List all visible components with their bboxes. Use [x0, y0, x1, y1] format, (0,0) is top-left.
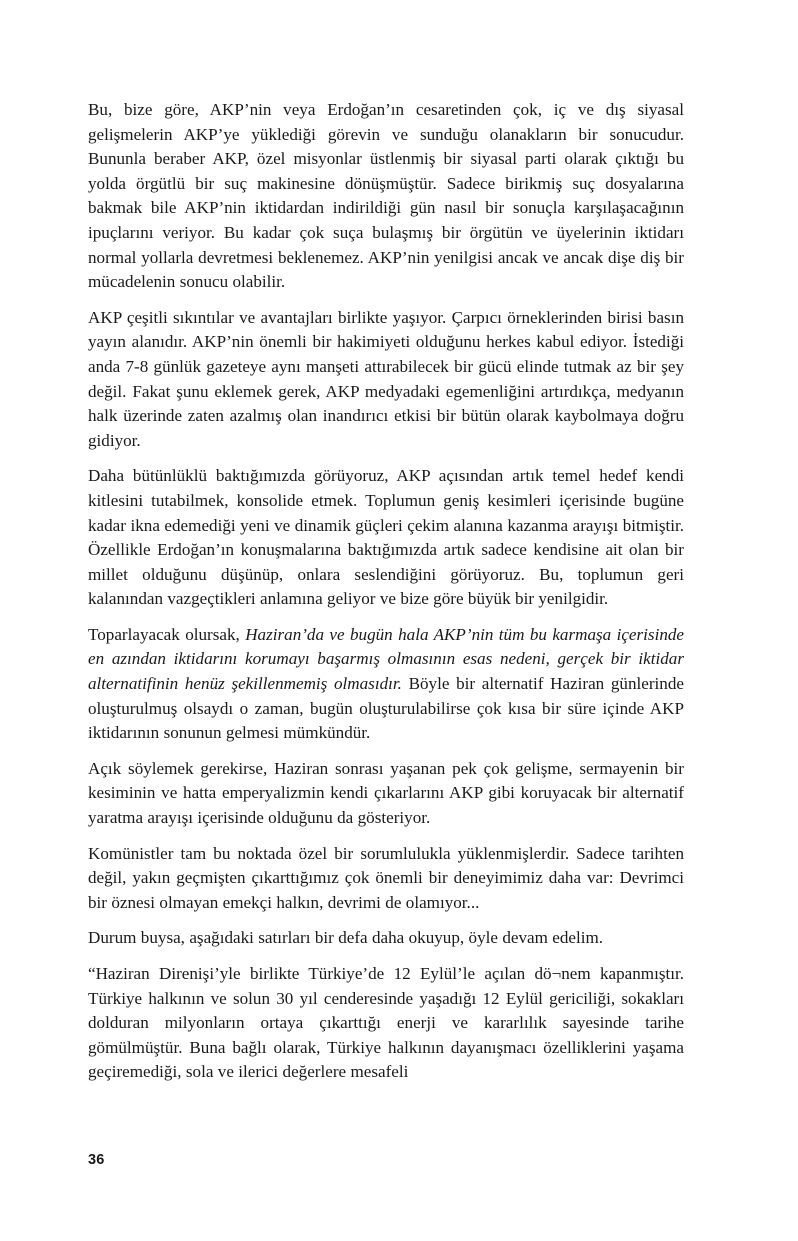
paragraph-4-tail-text: Böyle bir alternatif Haziran günlerinde oluşturulmuş olsaydı o zaman, bugün oluşturulabilirse çok kısa bir süre içinde AKP iktidarının sonunun gelmesi mümkündür.	[88, 674, 684, 743]
body-paragraph-8: “Haziran Direnişi’yle birlikte Türkiye’de 12 Eylül’le açılan dö¬nem kapanmıştır. Türkiye halkının ve solun 30 yıl cenderesinde yaşadığı 12 Eylül gericiliği, sokakları dolduran milyonların ortaya çıkarttığı enerji ve kararlılık sayesinde tarihe gömülmüştür. Buna bağlı olarak, Türkiye halkının dayanışmacı özelliklerini yaşama geçiremediği, sola ve ilerici değerlere mesafeli	[88, 964, 684, 1082]
body-paragraph-1: Bu, bize göre, AKP’nin veya Erdoğan’ın cesaretinden çok, iç ve dış siyasal gelişmelerin AKP’ye yüklediği görevin ve sunduğu olanakların bir sonucudur. Bununla beraber AKP, özel misyonlar üstlenmiş bir siyasal parti olarak çıktığı bu yolda örgütlü bir suç makinesine dönüşmüştür. Sadece birikmiş suç dosyalarına bakmak bile AKP’nin iktidardan indirildiği gün nasıl bir sonuçla karşılaşacağının ipuçlarını veriyor. Bu kadar çok suça bulaşmış bir örgütün ve üyelerinin iktidarı normal yollarla devretmesi beklenemez. AKP’nin yenilgisi ancak ve ancak dişe diş bir mücadelenin sonucu olabilir.	[88, 100, 684, 292]
paragraph-4-lead-text: Toparlayacak olursak,	[88, 624, 246, 644]
paragraph-4-italic-emphasis: Haziran’da ve bugün hala AKP’nin tüm bu karmaşa içerisinde en azından iktidarını korumayı başarmış olmasının esas nedeni, gerçek bir iktidar alternatifinin henüz şekillenmemiş olmasıdır.	[88, 624, 685, 694]
body-paragraph-5: Açık söylemek gerekirse, Haziran sonrası yaşanan pek çok gelişme, sermayenin bir kesiminin ve hatta emperyalizmin kendi çıkarlarını AKP gibi koruyacak bir alternatif yaratma arayışı içerisinde olduğunu da gösteriyor.	[88, 758, 684, 828]
body-paragraph-7: Durum buysa, aşağıdaki satırları bir defa daha okuyup, öyle devam edelim.	[88, 928, 604, 948]
text-column	[88, 98, 684, 1085]
body-paragraph-6: Komünistler tam bu noktada özel bir sorumlulukla yüklenmişlerdir. Sadece tarihten değil, yakın geçmişten çıkarttığımız çok önemli bir deneyimimiz daha var: Devrimci bir öznesi olmayan emekçi halkın, devrimi de olamıyor...	[88, 843, 684, 912]
page-number: 36	[88, 1152, 105, 1168]
body-paragraph-3: Daha bütünlüklü baktığımızda görüyoruz, AKP açısından artık temel hedef kendi kitlesini tutabilmek, konsolide etmek. Toplumun geniş kesimleri içerisinde bugüne kadar ikna edemediği yeni ve dinamik güçleri çekim alanına kazanma arayışı bitmiştir. Özellikle Erdoğan’ın konuşmalarına baktığımızda artık sadece kendisine ait olan bir millet olduğunu düşünüp, onlara seslendiğini görüyoruz. Bu, toplumun geri kalanından vazgeçtikleri anlamına geliyor ve bize göre büyük bir yenilgidir.	[88, 466, 684, 609]
body-paragraph-2: AKP çeşitli sıkıntılar ve avantajları birlikte yaşıyor. Çarpıcı örneklerinden birisi basın yayın alanıdır. AKP’nin önemli bir hakimiyeti olduğunu herkes kabul ediyor. İstediği anda 7-8 günlük gazeteye aynı manşeti attırabilecek bir gücü elinde tutmak az bir şey değil. Fakat şunu eklemek gerek, AKP medyadaki egemenliğini artırdıkça, medyanın halk üzerinde zaten azalmış olan inandırıcı etkisi bir bütün olarak kaybolmaya doğru gidiyor.	[88, 307, 684, 450]
body-paragraph-4	[88, 623, 684, 746]
